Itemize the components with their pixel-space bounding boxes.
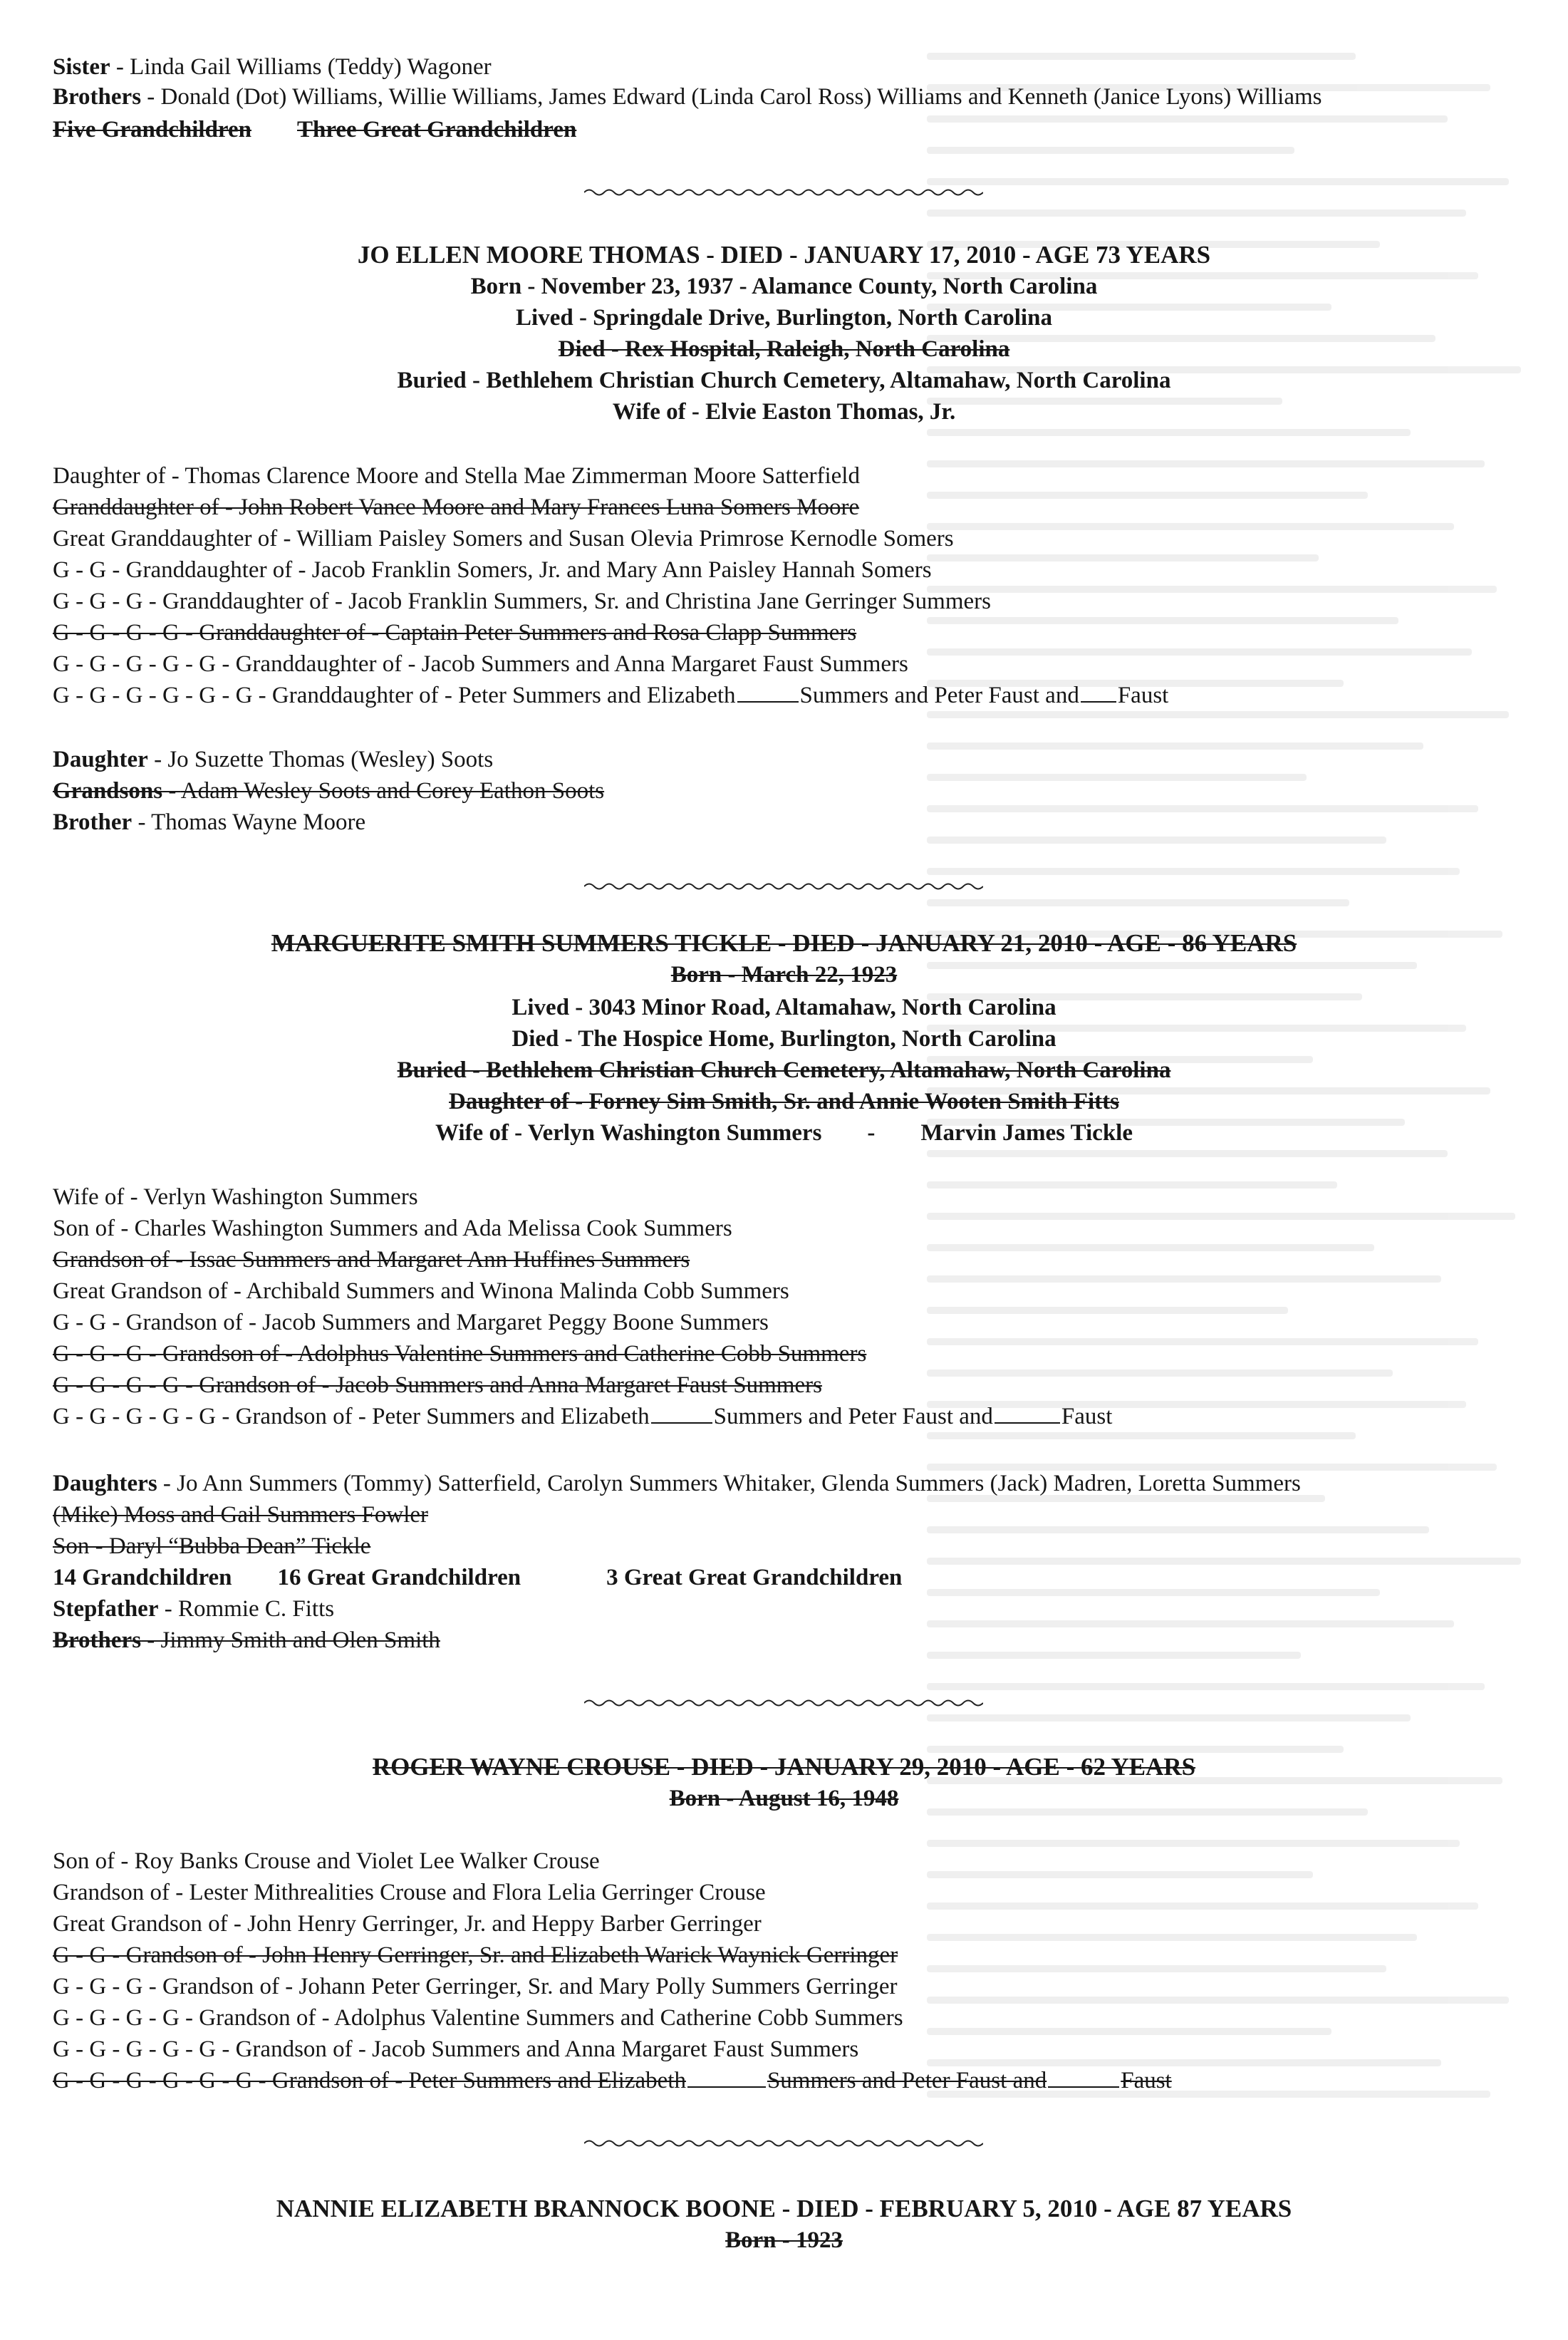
entry3-title: ROGER WAYNE CROUSE - DIED - JANUARY 29, 2010 - AGE - 62 YEARS [372, 1753, 1196, 1781]
blank-line [1048, 2068, 1119, 2088]
daughter-label: Daughter [53, 747, 148, 772]
brothers-label: Brothers [53, 1627, 142, 1653]
entry2-died: Died - The Hospice Home, Burlington, North Carolina [512, 1026, 1056, 1052]
entry2-born: Born - March 22, 1923 [670, 962, 898, 988]
daughters-label: Daughters [53, 1471, 157, 1496]
entry2-title: MARGUERITE SMITH SUMMERS TICKLE - DIED - JANUARY 21, 2010 - AGE - 86 YEARS [271, 929, 1297, 957]
entry1-lineage-line: Granddaughter of - John Robert Vance Moore and Mary Frances Luna Somers Moore [53, 495, 860, 520]
header-grandchildren: Five Grandchildren [53, 117, 251, 143]
sister-line: Sister - Linda Gail Williams (Teddy) Wagoner [53, 54, 492, 80]
entry2-lineage-line: Grandson of - Issac Summers and Margaret Ann Huffines Summers [53, 1247, 690, 1273]
entry3-lineage-line: Grandson of - Lester Mithrealities Crouse and Flora Lelia Gerringer Crouse [53, 1880, 766, 1905]
grandchildren-count: 14 Grandchildren [53, 1565, 232, 1590]
wife-of-second: Marvin James Tickle [920, 1120, 1133, 1146]
entry3-lineage-line: G - G - G - Grandson of - Johann Peter Gerringer, Sr. and Mary Polly Summers Gerringer [53, 1974, 898, 1999]
entry1-daughter-line: Daughter - Jo Suzette Thomas (Wesley) Soots [53, 747, 494, 772]
entry2-buried: Buried - Bethlehem Christian Church Cemetery, Altamahaw, North Carolina [397, 1057, 1171, 1083]
blank-line [995, 1404, 1060, 1424]
entry1-lineage-line: G - G - G - Granddaughter of - Jacob Franklin Summers, Sr. and Christina Jane Gerringer Summers [53, 589, 991, 614]
entry2-wife-of [0, 1117, 1568, 1149]
entry3-lineage-line: Great Grandson of - John Henry Gerringer, Jr. and Heppy Barber Gerringer [53, 1911, 762, 1937]
brothers-label: Brothers [53, 84, 142, 110]
entry4-title: NANNIE ELIZABETH BRANNOCK BOONE - DIED - FEBRUARY 5, 2010 - AGE 87 YEARS [276, 2195, 1292, 2222]
entry2-lineage-line: Great Grandson of - Archibald Summers and Winona Malinda Cobb Summers [53, 1278, 789, 1304]
entry3-lineage-line: G - G - G - G - G - Grandson of - Jacob Summers and Anna Margaret Faust Summers [53, 2036, 859, 2062]
entry2-lineage-line: G - G - Grandson of - Jacob Summers and Margaret Peggy Boone Summers [53, 1310, 769, 1335]
entry3-lineage-line: Son of - Roy Banks Crouse and Violet Lee Walker Crouse [53, 1848, 600, 1874]
entry1-lineage-line: Daughter of - Thomas Clarence Moore and Stella Mae Zimmerman Moore Satterfield [53, 463, 860, 489]
brothers-text: Jimmy Smith and Olen Smith [160, 1627, 440, 1653]
stepfather-label: Stepfather [53, 1596, 159, 1622]
entry2-grandchildren-line [53, 1562, 902, 1593]
entry1-lineage-line: G - G - G - G - Granddaughter of - Captain Peter Summers and Rosa Clapp Summers [53, 620, 857, 646]
sister-text: Linda Gail Williams (Teddy) Wagoner [130, 54, 492, 80]
lineage-last-part-a: G - G - G - G - G - Grandson of - Peter Summers and Elizabeth [53, 1404, 650, 1429]
header-grandchildren-line [53, 114, 576, 145]
blank-line [651, 1404, 712, 1424]
brothers-line: Brothers - Donald (Dot) Williams, Willie Williams, James Edward (Linda Carol Ross) Williams and Kenneth (Janice Lyons) Williams [53, 84, 1322, 110]
section-divider [584, 1697, 983, 1709]
blank-line [1081, 683, 1116, 703]
entry1-lived: Lived - Springdale Drive, Burlington, North Carolina [516, 305, 1052, 331]
entry1-brother-line: Brother - Thomas Wayne Moore [53, 809, 366, 835]
entry1-lineage-line: Great Granddaughter of - William Paisley Somers and Susan Olevia Primrose Kernodle Somers [53, 526, 954, 552]
entry2-daughter-of: Daughter of - Forney Sim Smith, Sr. and Annie Wooten Smith Fitts [449, 1089, 1119, 1114]
entry4-born: Born - 1923 [725, 2227, 843, 2253]
brother-label: Brother [53, 809, 133, 835]
entry2-lineage-line: G - G - G - Grandson of - Adolphus Valentine Summers and Catherine Cobb Summers [53, 1341, 867, 1367]
great-grandchildren-count: 16 Great Grandchildren [277, 1565, 521, 1590]
lineage-last-part-c: Faust [1121, 2068, 1172, 2093]
entry3-lineage-line: G - G - Grandson of - John Henry Gerringer, Sr. and Elizabeth Warick Waynick Gerringer [53, 1942, 898, 1968]
entry1-wife-of: Wife of - Elvie Easton Thomas, Jr. [612, 399, 956, 425]
stepfather-text: Rommie C. Fitts [177, 1596, 335, 1622]
wife-of-first: Wife of - Verlyn Washington Summers [435, 1120, 822, 1146]
entry2-son-line: Son - Daryl “Bubba Dean” Tickle [53, 1533, 371, 1559]
lineage-last-part-c: Faust [1061, 1404, 1113, 1429]
lineage-last-part-b: Summers and Peter Faust and [767, 2068, 1047, 2093]
entry2-lineage-line: Son of - Charles Washington Summers and Ada Melissa Cook Summers [53, 1216, 732, 1241]
grandsons-label: Grandsons [53, 778, 163, 804]
sister-label: Sister [53, 54, 110, 80]
entry1-died: Died - Rex Hospital, Raleigh, North Carolina [558, 336, 1010, 362]
entry2-daughters-line: Daughters - Jo Ann Summers (Tommy) Satterfield, Carolyn Summers Whitaker, Glenda Summers (Jack) Madren, Loretta Summers [53, 1471, 1301, 1496]
entry1-born: Born - November 23, 1937 - Alamance County, North Carolina [470, 274, 1098, 299]
entry3-lineage-last-line [53, 2065, 1172, 2096]
entry1-lineage-line: G - G - G - G - G - Granddaughter of - Jacob Summers and Anna Margaret Faust Summers [53, 651, 908, 677]
entry2-brothers-line: Brothers - Jimmy Smith and Olen Smith [53, 1627, 440, 1653]
entry2-stepfather-line: Stepfather - Rommie C. Fitts [53, 1596, 335, 1622]
section-divider [584, 187, 983, 198]
blank-line [687, 2068, 766, 2088]
header-great-grandchildren: Three Great Grandchildren [297, 117, 577, 143]
entry1-title: JO ELLEN MOORE THOMAS - DIED - JANUARY 17, 2010 - AGE 73 YEARS [357, 241, 1211, 269]
entry2-lineage-line: G - G - G - G - Grandson of - Jacob Summers and Anna Margaret Faust Summers [53, 1372, 822, 1398]
entry1-grandsons-line: Grandsons - Adam Wesley Soots and Corey Eathon Soots [53, 778, 605, 804]
entry2-lineage-last-line [53, 1401, 1112, 1432]
daughters-text: Jo Ann Summers (Tommy) Satterfield, Carolyn Summers Whitaker, Glenda Summers (Jack) Madren, Loretta Summers [177, 1471, 1301, 1496]
entry2-daughters-line-2: (Mike) Moss and Gail Summers Fowler [53, 1502, 429, 1528]
section-divider [584, 881, 983, 892]
lineage-last-part-b: Summers and Peter Faust and [799, 683, 1079, 708]
brother-text: Thomas Wayne Moore [151, 809, 366, 835]
entry3-born: Born - August 16, 1948 [669, 1786, 899, 1811]
entry3-lineage-line: G - G - G - G - Grandson of - Adolphus Valentine Summers and Catherine Cobb Summers [53, 2005, 903, 2031]
entry1-buried: Buried - Bethlehem Christian Church Cemetery, Altamahaw, North Carolina [397, 368, 1171, 393]
entry1-lineage-line: G - G - Granddaughter of - Jacob Franklin Somers, Jr. and Mary Ann Paisley Hannah Somers [53, 557, 932, 583]
entry2-lineage-line: Wife of - Verlyn Washington Summers [53, 1184, 418, 1210]
lineage-last-part-b: Summers and Peter Faust and [713, 1404, 993, 1429]
wife-of-separator: - [867, 1120, 876, 1146]
entry2-lived: Lived - 3043 Minor Road, Altamahaw, North Carolina [512, 995, 1056, 1020]
brothers-text: Donald (Dot) Williams, Willie Williams, James Edward (Linda Carol Ross) Williams and Kenneth (Janice Lyons) Williams [160, 84, 1322, 110]
lineage-last-part-a: G - G - G - G - G - G - Granddaughter of - Peter Summers and Elizabeth [53, 683, 736, 708]
grandsons-text: Adam Wesley Soots and Corey Eathon Soots [180, 778, 605, 804]
entry1-lineage-last-line [53, 680, 1168, 711]
section-divider [584, 2138, 983, 2149]
blank-line [737, 683, 799, 703]
great-great-grandchildren-count: 3 Great Great Grandchildren [606, 1565, 903, 1590]
daughter-text: Jo Suzette Thomas (Wesley) Soots [167, 747, 494, 772]
lineage-last-part-c: Faust [1117, 683, 1169, 708]
lineage-last-part-a: G - G - G - G - G - G - Grandson of - Peter Summers and Elizabeth [53, 2068, 686, 2093]
